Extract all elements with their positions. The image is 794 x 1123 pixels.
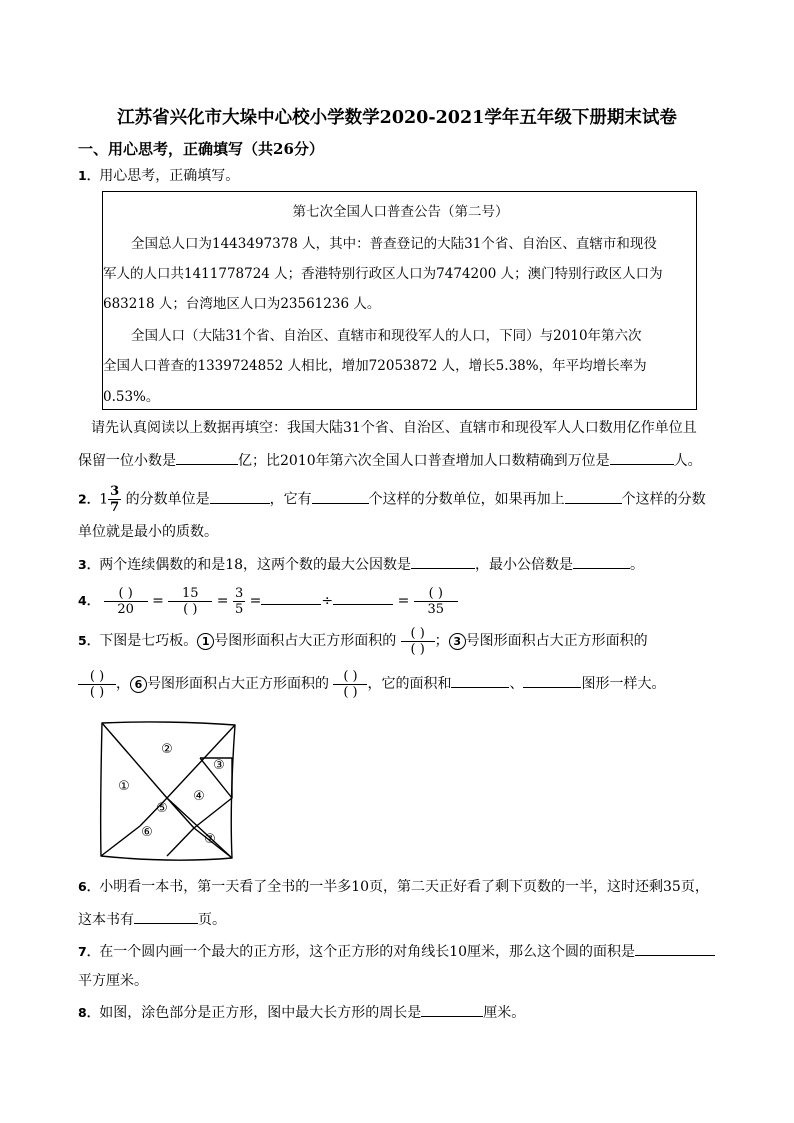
answer-blank[interactable] [565, 489, 622, 504]
question-number: 2． [78, 491, 100, 507]
answer-blank[interactable] [421, 1002, 483, 1017]
question-number: 5． [78, 633, 100, 648]
fraction: $\frac{3}{5}$ [234, 585, 244, 617]
exam-title: 江苏省兴化市大垛中心校小学数学2020-2021学年五年级下册期末试卷 [117, 108, 677, 128]
question-2: 2．1 $\frac{3}{7}$ 的分数单位是 ，它有 个这样的分数单位，如果再加上 个这样的分数 [78, 484, 706, 515]
answer-blank[interactable] [176, 450, 238, 465]
question-5-cont: $\frac{( )}{( )}$ ， 6 号图形面积占大正方形面积的 $\frac{( )}{( )}$ ，它的面积和 、 图形一样大。 [78, 667, 665, 701]
question-3: 3．两个连续偶数的和是18，这两个数的最大公因数是 ，最小公倍数是 。 [78, 554, 644, 575]
question-6-cont: 这本书有 页。 [78, 909, 226, 930]
tangram-figure [95, 718, 240, 868]
notice-line: 全国人口普查的1339724852 人相比，增加72053872 人，增长5.38%，年平均增长率为 [103, 358, 647, 374]
notice-line: 全国人口（大陆31个省、自治区、直辖市和现役军人的人口，下同）与2010年第六次 [131, 328, 642, 344]
fraction: $\frac{15}{( )}$ [168, 586, 212, 617]
question-1-ask-2: 保留一位小数是 亿；比2010年第六次全国人口普查增加人口数精确到万位是 人。 [78, 450, 702, 471]
question-7-cont: 平方厘米。 [78, 973, 148, 989]
answer-blank[interactable] [312, 489, 369, 504]
tangram-label-2: ② [161, 742, 173, 757]
notice-line: 全国总人口为1443497378 人，其中：普查登记的大陆31个省、自治区、直辖市和现役 [131, 236, 657, 252]
answer-blank[interactable] [610, 450, 674, 465]
question-number: 6． [78, 879, 100, 894]
question-1-ask: 请先认真阅读以上数据再填空：我国大陆31个省、自治区、直辖市和现役军人人口数用亿作单位且 [91, 420, 697, 436]
piece-3-label: 3 [449, 633, 466, 650]
fraction: $\frac{( )}{( )}$ [78, 669, 116, 700]
tangram-label-3: ③ [213, 758, 225, 773]
fraction: $\frac{( )}{( )}$ [401, 626, 435, 657]
answer-blank[interactable] [573, 554, 630, 569]
tangram-label-4: ④ [193, 789, 205, 804]
section-heading: 一、用心思考，正确填写（共26分） [78, 140, 324, 158]
answer-blank[interactable] [261, 590, 321, 605]
notice-line: 0.53%。 [103, 389, 160, 405]
question-number: 8． [78, 1005, 100, 1020]
fraction: $\frac{( )}{20}$ [104, 586, 148, 617]
question-5: 5．下图是七巧板。 1 号图形面积占大正方形面积的 $\frac{( )}{( )}$ ； 3 号图形面积占大正方形面积的 [78, 625, 648, 657]
notice-line: 683218 人；台湾地区人口为23561236 人。 [103, 296, 381, 312]
piece-6-label: 6 [130, 676, 147, 693]
answer-blank[interactable] [210, 489, 270, 504]
notice-box [102, 191, 697, 410]
question-7: 7．在一个圆内画一个最大的正方形，这个正方形的对角线长10厘米，那么这个圆的面积是 [78, 941, 715, 962]
question-number: 4． [78, 593, 100, 608]
notice-title: 第七次全国人口普查公告（第二号） [292, 204, 509, 220]
question-text: 用心思考，正确填写。 [99, 168, 240, 184]
question-6: 6．小明看一本书，第一天看了全书的一半多10页，第二天正好看了剩下页数的一半，这时还剩35页， [78, 879, 709, 895]
answer-blank[interactable] [451, 673, 509, 688]
tangram-label-5: ⑤ [156, 801, 168, 816]
mixed-fraction: $\frac{3}{7}$ [110, 484, 120, 515]
fraction: $\frac{( )}{( )}$ [333, 669, 367, 700]
question-number: 3． [78, 557, 100, 572]
tangram-label-6: ⑥ [141, 825, 153, 840]
answer-blank[interactable] [635, 941, 715, 956]
question-2-cont: 单位就是最小的质数。 [78, 524, 218, 540]
question-8: 8．如图，涂色部分是正方形，图中最大长方形的周长是 厘米。 [78, 1002, 525, 1023]
question-number: 1． [78, 168, 100, 183]
tangram-label-7: ⑦ [204, 832, 216, 847]
answer-blank[interactable] [333, 590, 393, 605]
question-4: 4． $\frac{( )}{20}$ = $\frac{15}{( )}$ = $\frac{3}{5}$ = ÷ = $\frac{( )}{35}$ [78, 583, 458, 619]
question-number: 7． [78, 944, 100, 959]
answer-blank[interactable] [134, 909, 198, 924]
question-1 [78, 166, 239, 186]
answer-blank[interactable] [411, 554, 475, 569]
answer-blank[interactable] [523, 673, 581, 688]
tangram-label-1: ① [118, 779, 130, 794]
fraction: $\frac{( )}{35}$ [414, 586, 458, 617]
notice-line: 军人的人口共1411778724 人；香港特别行政区人口为7474200 人；澳门特别行政区人口为 [103, 266, 663, 282]
piece-1-label: 1 [197, 633, 214, 650]
